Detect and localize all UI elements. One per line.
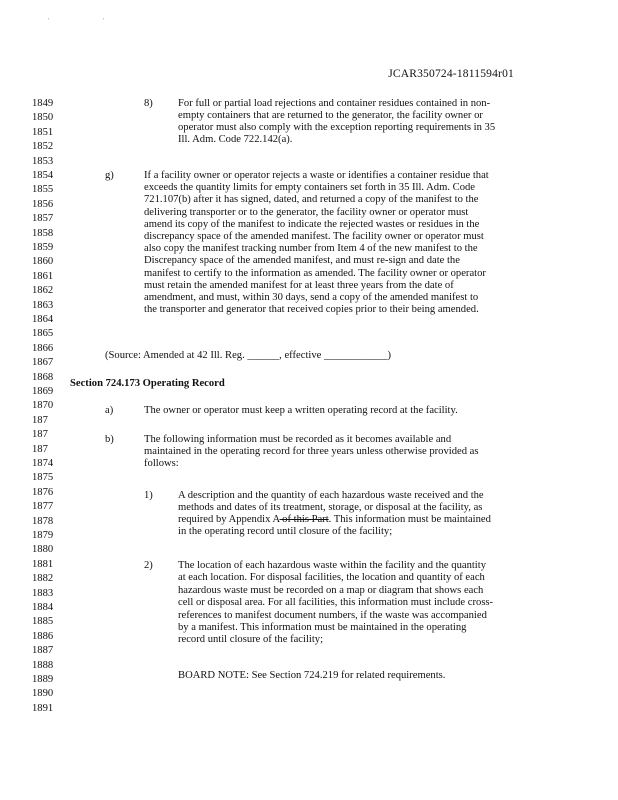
line-number: 1856	[32, 198, 54, 210]
line-number: 1887	[32, 645, 54, 657]
line-number: 1884	[32, 602, 54, 613]
line-number: 1874	[32, 458, 54, 469]
item-b-line: follows:	[144, 458, 179, 469]
line-number: 1849	[32, 98, 54, 109]
line-number: 1868	[32, 371, 54, 383]
board-note: BOARD NOTE: See Section 724.219 for related requirements.	[178, 670, 446, 681]
line-number: 1879	[32, 530, 54, 541]
item-b-line: maintained in the operating record for three years unless otherwise provided as	[144, 446, 479, 457]
item-1-line: methods and dates of its treatment, storage, or disposal at the facility, as	[178, 502, 483, 513]
item-b-line: The following information must be recorded as it becomes available and	[144, 434, 452, 445]
item-g-line: If a facility owner or operator rejects a waste or identifies a container residue that	[144, 170, 489, 181]
line-number: 187	[32, 429, 48, 441]
item-2-line: by a manifest. This information must be maintained in the operating	[178, 622, 467, 633]
item-8-label: 8)	[144, 98, 153, 109]
line-number: 1870	[32, 400, 54, 412]
item-1-line-4: in the operating record until closure of the facility;	[178, 526, 393, 537]
item-g-line: delivering transporter or to the generator, the facility owner or operator must	[144, 206, 469, 218]
line-number: 187	[32, 414, 48, 426]
line-number: 1886	[32, 630, 54, 642]
item-8-line: operator must also comply with the exception reporting requirements in 35	[178, 122, 496, 133]
item-g-line: Discrepancy space of the amended manifest, and must re-sign and date the	[144, 255, 460, 267]
line-number: 1885	[32, 616, 54, 628]
item-8-line: empty containers that are returned to the generator, the facility owner or	[178, 110, 483, 121]
line-number: 1890	[32, 688, 54, 700]
line-number: 1857	[32, 213, 54, 225]
line-number: 1858	[32, 227, 54, 239]
line-number: 1891	[32, 702, 54, 714]
item-1-line3-pre: required by Appendix A	[178, 514, 280, 525]
item-2-line: The location of each hazardous waste within the facility and the quantity	[178, 560, 486, 571]
item-8-line: For full or partial load rejections and container residues contained in non-	[178, 98, 491, 109]
deleted-text: of this Part	[279, 514, 329, 525]
section-title: Section 724.173 Operating Record	[70, 378, 225, 389]
line-number: 1882	[32, 573, 54, 585]
line-number: 1853	[32, 155, 54, 167]
item-2-label: 2)	[144, 560, 153, 571]
line-number: 1876	[32, 486, 54, 498]
item-2-line: at each location. For disposal facilities, the location and quantity of each	[178, 572, 485, 584]
line-number: 1867	[32, 357, 54, 369]
line-number: 1865	[32, 328, 54, 340]
corner-marks: ' '	[48, 17, 131, 25]
line-number: 1855	[32, 184, 54, 196]
line-number: 1883	[32, 587, 54, 599]
item-2-line: cell or disposal area. For all facilities, this information must include cross-	[178, 597, 494, 609]
line-number: 1869	[32, 386, 54, 397]
line-number: 1888	[32, 659, 54, 671]
item-g-line: must retain the amended manifest for at least three years from the date of	[144, 279, 454, 291]
item-g-line: discrepancy space of the amended manifest. The facility owner or operator must	[144, 231, 484, 242]
item-g-line: manifest to certify to the information as amended. The facility owner or operator	[144, 267, 486, 279]
item-a-text: The owner or operator must keep a written operating record at the facility.	[144, 405, 458, 416]
line-number: 1875	[32, 472, 54, 484]
line-number: 1864	[32, 314, 54, 325]
line-number: 1889	[32, 674, 54, 685]
source-note: (Source: Amended at 42 Ill. Reg. ______, effective ____________)	[105, 350, 392, 361]
item-a-label: a)	[105, 405, 114, 416]
item-g-line: also copy the manifest tracking number from Item 4 of the new manifest to the	[144, 243, 478, 255]
line-number: 1878	[32, 515, 54, 527]
item-1-line3-post: . This information must be maintained	[328, 514, 491, 525]
line-number: 1851	[32, 126, 54, 138]
item-g-label: g)	[105, 170, 114, 181]
item-g-line: exceeds the quantity limits for empty containers set forth in 35 Ill. Adm. Code	[144, 182, 475, 194]
line-number: 1862	[32, 285, 54, 297]
line-number: 1854	[32, 170, 54, 181]
document-id-header: JCAR350724-1811594r01	[388, 68, 514, 80]
item-1-line: A description and the quantity of each hazardous waste received and the	[178, 490, 484, 501]
item-1-line-3	[178, 514, 491, 526]
line-number: 1863	[32, 299, 54, 311]
item-2-line: references to manifest document numbers, if the waste was accompanied	[178, 609, 487, 621]
item-1-label: 1)	[144, 490, 153, 501]
item-g-line: amendment, and must, within 30 days, send a copy of the amended manifest to	[144, 292, 479, 303]
item-g-line: amend its copy of the manifest to indicate the rejected wastes or residues in the	[144, 218, 480, 230]
line-number: 1859	[32, 242, 54, 253]
item-g-line: the transporter and generator that received copies prior to their being amended.	[144, 304, 479, 316]
item-g-line: 721.107(b) after it has signed, dated, and returned a copy of the manifest to the	[144, 194, 479, 206]
line-number: 1877	[32, 501, 54, 513]
item-2-line: hazardous waste must be recorded on a map or diagram that shows each	[178, 584, 484, 596]
line-number: 1861	[32, 270, 54, 282]
line-number: 1881	[32, 558, 54, 570]
line-number: 1866	[32, 342, 54, 354]
line-number: 1852	[32, 141, 54, 153]
item-2-line: record until closure of the facility;	[178, 634, 324, 646]
item-8-line: Ill. Adm. Code 722.142(a).	[178, 134, 293, 145]
line-number: 187	[32, 443, 48, 455]
line-number: 1850	[32, 112, 54, 124]
item-b-label: b)	[105, 434, 114, 445]
line-number: 1880	[32, 544, 54, 556]
line-number: 1860	[32, 256, 54, 268]
